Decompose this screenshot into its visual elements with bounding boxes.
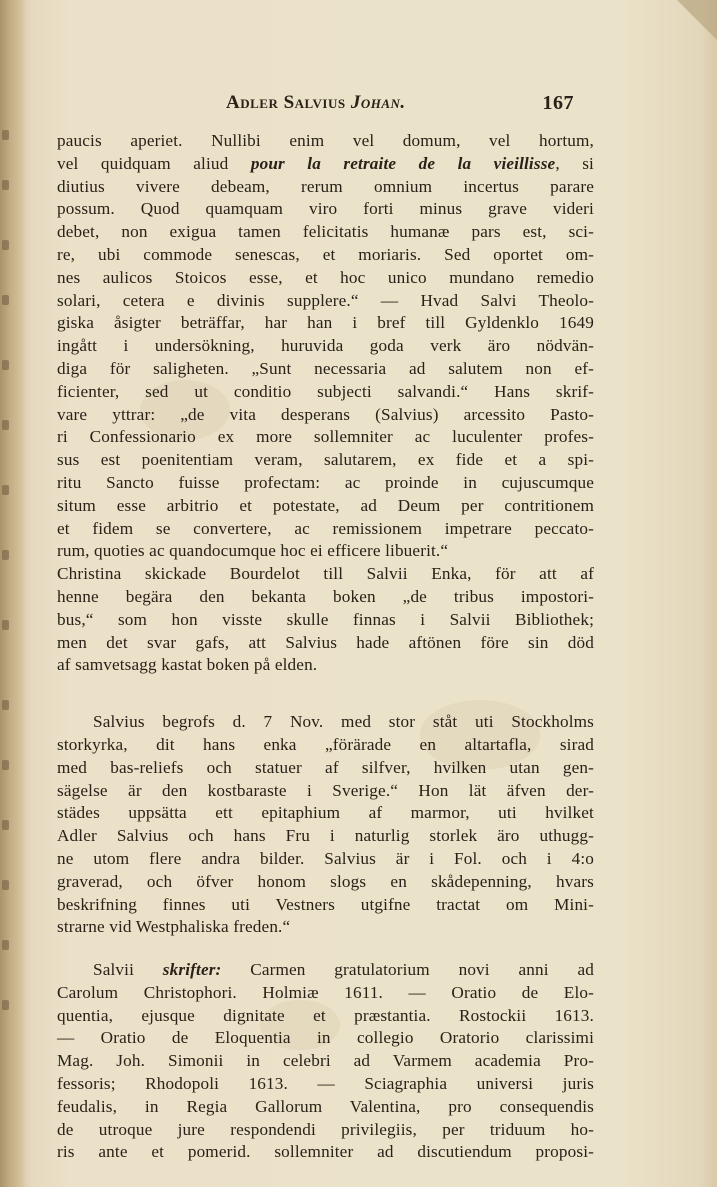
- text-line: ris ante et pomerid. sollemniter ad discutiendum proposi-: [57, 1142, 594, 1162]
- text-line: Christina skickade Bourdelot till Salvii Enka, för att af: [57, 564, 594, 584]
- text-line: Adler Salvius och hans Fru i naturlig storlek äro uthugg-: [57, 826, 594, 846]
- text-line: med bas-reliefs och statuer af silfver, hvilken utan gen-: [57, 757, 594, 777]
- text-line: ri Confessionario ex more sollemniter ac luculenter profes-: [57, 427, 594, 447]
- text-line: diutius vivere debeam, rerum omnium incertus parare: [57, 176, 594, 196]
- page-spine-edge: [0, 0, 26, 1187]
- writings-line-text: Carmen gratulatorium novi anni ad: [221, 960, 594, 980]
- running-head-name: Adler Salvius: [226, 92, 346, 113]
- text-line: de utroque jure respondendi privilegiis, per triduum ho-: [57, 1119, 594, 1139]
- paragraph-burial: [57, 711, 594, 939]
- paragraph-writings: [57, 959, 594, 1164]
- text-line: ne utom flere andra bilder. Salvius är i Fol. och i 4:o: [57, 848, 594, 868]
- page-header: [226, 92, 586, 118]
- text-line: men det svar gafs, att Salvius hade aftönen före sin död: [57, 632, 594, 652]
- text-line: henne begära den bekanta boken „de tribus impostori-: [57, 586, 594, 606]
- text-line: vare yttrar: „de vita desperans (Salvius) arcessito Pasto-: [57, 404, 594, 424]
- text-line: Salvius begrofs d. 7 Nov. med stor ståt uti Stockholms: [93, 712, 594, 732]
- writings-heading: skrifter:: [162, 960, 222, 980]
- page-number: 167: [542, 92, 574, 114]
- text-line: sägelse är den kostbaraste i Sverige.“ Hon lät äfven der-: [57, 780, 594, 800]
- text-line: giska åsigter beträffar, har han i bref till Gyldenklo 1649: [57, 313, 594, 333]
- text-line: Mag. Joh. Simonii in celebri ad Varmem academia Pro-: [57, 1051, 594, 1071]
- text-line: vel quidquam aliud pour la retraite de la vieillisse, si: [57, 153, 594, 173]
- writings-lead: Salvii: [93, 960, 135, 980]
- text-line: situm esse arbitrio et potestate, ad Deum per contritionem: [57, 495, 594, 515]
- text-line: possum. Quod quamquam viro forti minus grave videri: [57, 199, 594, 219]
- text-line: nes aulicos Stoicos esse, et hoc unico mundano remedio: [57, 267, 594, 287]
- text-line: rum, quoties ac quandocumque hoc ei efficere libuerit.“: [57, 541, 449, 561]
- text-line: städes uppsätta ett epitaphium af marmor, uti hvilket: [57, 803, 594, 823]
- text-line: re, ubi commode senescas, et moriaris. Sed oportet om-: [57, 244, 594, 264]
- page-corner-fold: [677, 0, 717, 40]
- text-line: solari, cetera e divinis supplere.“ — Hvad Salvi Theolo-: [57, 290, 594, 310]
- text-line: ingått i undersökning, huruvida goda verk äro nödvän-: [57, 336, 594, 356]
- text-line: bus,“ som hon visste skulle finnas i Salvii Bibliothek;: [57, 609, 594, 629]
- body-text: [57, 130, 594, 1164]
- running-head: [226, 92, 406, 114]
- text-line: strarne vid Westphaliska freden.“: [57, 917, 291, 937]
- spine-bleed-marks: [2, 120, 12, 1120]
- text-line: paucis aperiet. Nullibi enim vel domum, vel hortum,: [57, 131, 594, 150]
- text-line: ficienter, sed ut conditio subjecti salvandi.“ Hans skrif-: [57, 381, 594, 401]
- text-line: et fidem se convertere, ac remissionem impetrare peccato-: [57, 518, 594, 538]
- text-line: quentia, ejusque dignitate et præstantia. Rostockii 1613.: [57, 1005, 594, 1025]
- text-line: graverad, och öfver honom slogs en skådepenning, hvars: [57, 871, 594, 891]
- text-line: fessoris; Rhodopoli 1613. — Sciagraphia universi juris: [57, 1074, 594, 1094]
- text-line: feudalis, in Regia Gallorum Valentina, pro consequendis: [57, 1096, 594, 1116]
- text-line: af samvetsagg kastat boken på elden.: [57, 655, 318, 675]
- text-line: storkyrka, dit hans enka „förärade en altartafla, sirad: [57, 734, 594, 754]
- text-line: sus est poenitentiam veram, salutarem, ex fide et a spi-: [57, 450, 594, 470]
- text-line: diga för saligheten. „Sunt necessaria ad salutem non ef-: [57, 358, 594, 378]
- text-line: — Oratio de Eloquentia in collegio Oratorio clarissimi: [57, 1028, 594, 1048]
- running-head-given-name: Johan.: [350, 92, 406, 113]
- text-line: [57, 959, 594, 982]
- text-line: beskrifning finnes uti Vestners utgifne tractat om Mini-: [57, 894, 594, 914]
- text-line: ritu Sancto fuisse profectam: ac proinde in cujuscumque: [57, 472, 594, 492]
- text-line: Carolum Christophori. Holmiæ 1611. — Oratio de Elo-: [57, 982, 594, 1002]
- text-line: debet, non exigua tamen felicitatis humanæ pars est, sci-: [57, 222, 594, 242]
- paragraph-letter-quotation: [57, 130, 594, 677]
